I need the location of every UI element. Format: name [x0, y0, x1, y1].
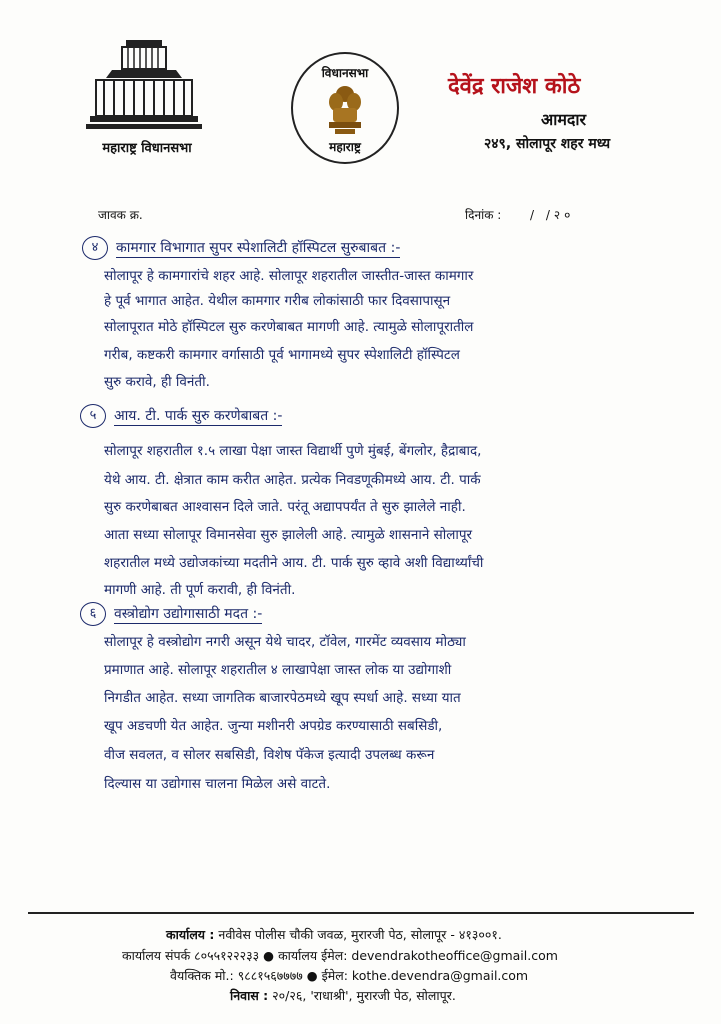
section-line: गरीब, कष्टकरी कामगार वर्गासाठी पूर्व भागामध्ये सुपर स्पेशालिटी हॉस्पिटल [104, 347, 460, 363]
vidhan-bhavan-logo [86, 38, 202, 132]
personal-email: kothe.devendra@gmail.com [351, 968, 529, 983]
section-line: दिल्यास या उद्योगास चालना मिळेल असे वाटते. [104, 776, 331, 792]
office-email-label: कार्यालय ईमेल: [278, 948, 348, 963]
reference-number-label: जावक क्र. [98, 208, 143, 222]
date-label: दिनांक : [465, 208, 502, 222]
section-heading: कामगार विभागात सुपर स्पेशालिटी हॉस्पिटल सुरुबाबत :- [116, 240, 401, 256]
state-emblem-icon [325, 84, 365, 136]
residence-address: २०/२६, 'राधाश्री', मुरारजी पेठ, सोलापूर. [272, 988, 456, 1003]
office-contact-label: कार्यालय संपर्क [122, 948, 191, 963]
section-line: येथे आय. टी. क्षेत्रात काम करीत आहेत. प्रत्येक निवडणूकीमध्ये आय. टी. पार्क [104, 472, 481, 488]
section-line: सुरु करावे, ही विनंती. [104, 374, 210, 390]
section-line: प्रमाणात आहे. सोलापूर शहरातील ४ लाखापेक्षा जास्त लोक या उद्योगाशी [104, 662, 452, 678]
vidhan-sabha-seal [291, 52, 399, 164]
residence-row [230, 987, 456, 1004]
footer-divider [28, 912, 694, 914]
personal-email-label: ईमेल: [321, 968, 348, 983]
section-heading: वस्त्रोद्योग उद्योगासाठी मदत :- [114, 606, 263, 622]
section-number: ६ [80, 602, 106, 626]
office-address-text: नवीवेस पोलीस चौकी जवळ, मुरारजी पेठ, सोलापूर - ४१३००१. [218, 927, 502, 942]
section-line: आता सध्या सोलापूर विमानसेवा सुरु झालेली आहे. त्यामुळे शासनाने सोलापूर [104, 527, 473, 543]
section-line: निगडीत आहेत. सध्या जागतिक बाजारपेठमध्ये खूप स्पर्धा आहे. सध्या यात [104, 690, 461, 706]
mla-title: आमदार [541, 110, 587, 129]
date-blank: / /२० [530, 208, 575, 222]
personal-contact-row [170, 967, 528, 984]
section-number: ४ [82, 236, 108, 260]
section-line: सुरु करणेबाबत आश्वासन दिले जाते. परंतू अद्यापपर्यंत ते सुरु झालेले नाही. [104, 499, 466, 515]
residence-label: निवास : [230, 988, 269, 1003]
section-line: हे पूर्व भागात आहेत. येथील कामगार गरीब लोकांसाठी फार दिवसापासून [104, 293, 451, 309]
vidhan-sabha-caption: महाराष्ट्र विधानसभा [102, 141, 192, 156]
section-line: वीज सवलत, व सोलर सबसिडी, विशेष पॅकेज इत्यादी उपलब्ध करून [104, 747, 435, 763]
office-contact-row [122, 947, 558, 964]
section-line: सोलापूर शहरातील १.५ लाखा पेक्षा जास्त विद्यार्थी पुणे मुंबई, बेंगलोर, हैद्राबाद, [104, 443, 482, 459]
section-line: सोलापूरात मोठे हॉस्पिटल सुरु करणेबाबत मागणी आहे. त्यामुळे सोलापूरातील [104, 319, 474, 335]
section-number: ५ [80, 404, 106, 428]
office-address-label: कार्यालय : [166, 927, 215, 942]
mla-name: देवेंद्र राजेश कोठे [448, 74, 581, 99]
section-heading: आय. टी. पार्क सुरु करणेबाबत :- [114, 408, 283, 424]
section-line: खूप अडचणी येत आहेत. जुन्या मशीनरी अपग्रेड करण्यासाठी सबसिडी, [104, 718, 443, 734]
bullet-icon: ● [306, 968, 318, 983]
section-line: शहरातील मध्ये उद्योजकांच्या मदतीने आय. टी. पार्क सुरु व्हावे अशी विद्यार्थ्यांची [104, 555, 484, 571]
constituency: २४९, सोलापूर शहर मध्य [484, 136, 611, 152]
office-address [166, 926, 502, 943]
office-email: devendrakotheoffice@gmail.com [351, 948, 558, 963]
personal-mobile-label: वैयक्तिक मो.: [170, 968, 234, 983]
bullet-icon: ● [263, 948, 275, 963]
section-line: सोलापूर हे वस्त्रोद्योग नगरी असून येथे चादर, टॉवेल, गारमेंट व्यवसाय मोठ्या [104, 634, 466, 650]
office-phone: ८०५५१२२२३३ [194, 948, 260, 963]
section-line: मागणी आहे. ती पूर्ण करावी, ही विनंती. [104, 582, 296, 598]
personal-mobile: ९८८१५६७७७७ [237, 968, 303, 983]
seal-top-text: विधानसभा [321, 66, 369, 80]
seal-bottom-text: महाराष्ट्र [329, 140, 361, 154]
section-line: सोलापूर हे कामगारांचे शहर आहे. सोलापूर शहरातील जास्तीत-जास्त कामगार [104, 268, 474, 284]
